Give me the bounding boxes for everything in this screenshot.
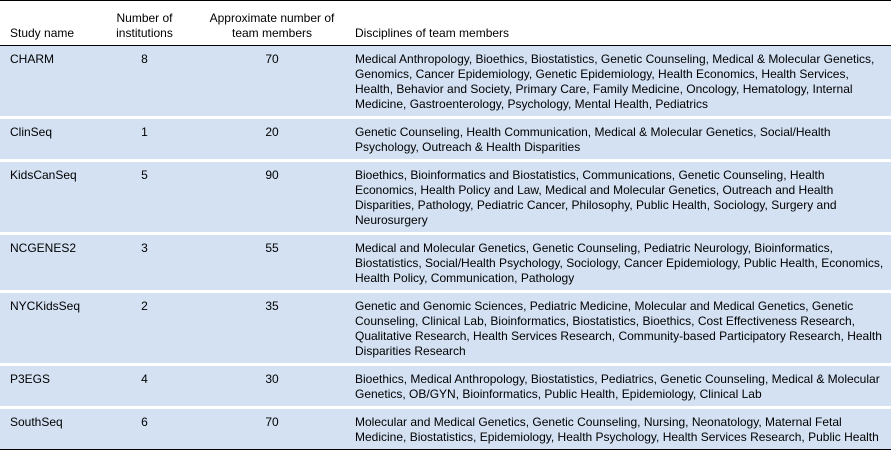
- table-row: [0, 292, 891, 365]
- header-study-name: Study name: [0, 1, 90, 46]
- cell-study-name: SouthSeq: [0, 408, 90, 450]
- cell-team-members: 35: [195, 292, 345, 365]
- cell-institutions: 6: [90, 408, 195, 450]
- table-row: [0, 408, 891, 450]
- cell-disciplines: Bioethics, Medical Anthropology, Biostatistics, Pediatrics, Genetic Counseling, Medical & Molecular Genetics, OB/GYN, Bioinformatics, Public Health, Epidemiology, Clinical Lab: [345, 365, 891, 408]
- table-row: [0, 234, 891, 292]
- cell-team-members: 55: [195, 234, 345, 292]
- cell-disciplines: Medical and Molecular Genetics, Genetic Counseling, Pediatric Neurology, Bioinformatics, Biostatistics, Social/Health Psychology, Sociology, Cancer Epidemiology, Public Health, Economics, Health Policy, Communication, Pathology: [345, 234, 891, 292]
- header-institutions: Number of institutions: [90, 1, 195, 46]
- cell-study-name: KidsCanSeq: [0, 161, 90, 234]
- cell-team-members: 70: [195, 46, 345, 118]
- table-body: [0, 46, 891, 450]
- cell-team-members: 30: [195, 365, 345, 408]
- cell-disciplines: Molecular and Medical Genetics, Genetic Counseling, Nursing, Neonatology, Maternal Fetal Medicine, Biostatistics, Epidemiology, Health Psychology, Health Services Research, Public Health: [345, 408, 891, 450]
- cell-study-name: ClinSeq: [0, 118, 90, 161]
- cell-study-name: CHARM: [0, 46, 90, 118]
- cell-team-members: 90: [195, 161, 345, 234]
- cell-institutions: 3: [90, 234, 195, 292]
- table-row: [0, 46, 891, 118]
- table-header: [0, 1, 891, 46]
- cell-team-members: 20: [195, 118, 345, 161]
- cell-disciplines: Genetic and Genomic Sciences, Pediatric Medicine, Molecular and Medical Genetics, Genetic Counseling, Clinical Lab, Bioinformatics, Biostatistics, Bioethics, Cost Effectiveness Research, Qualitative Research, Health Services Research, Community-based Participatory Research, Health Disparities Research: [345, 292, 891, 365]
- cell-institutions: 2: [90, 292, 195, 365]
- cell-institutions: 1: [90, 118, 195, 161]
- table-row: [0, 118, 891, 161]
- table-row: [0, 365, 891, 408]
- cell-study-name: P3EGS: [0, 365, 90, 408]
- cell-disciplines: Genetic Counseling, Health Communication, Medical & Molecular Genetics, Social/Health Psychology, Outreach & Health Disparities: [345, 118, 891, 161]
- cell-institutions: 8: [90, 46, 195, 118]
- cell-institutions: 5: [90, 161, 195, 234]
- table-row: [0, 161, 891, 234]
- cell-team-members: 70: [195, 408, 345, 450]
- cell-disciplines: Medical Anthropology, Bioethics, Biostatistics, Genetic Counseling, Medical & Molecular Genetics, Genomics, Cancer Epidemiology, Genetic Epidemiology, Health Economics, Health Services, Health, Behavior and Society, Primary Care, Family Medicine, Oncology, Hematology, Internal Medicine, Gastroenterology, Psychology, Mental Health, Pediatrics: [345, 46, 891, 118]
- cell-study-name: NYCKidsSeq: [0, 292, 90, 365]
- cell-institutions: 4: [90, 365, 195, 408]
- header-disciplines: Disciplines of team members: [345, 1, 891, 46]
- cell-study-name: NCGENES2: [0, 234, 90, 292]
- cell-disciplines: Bioethics, Bioinformatics and Biostatistics, Communications, Genetic Counseling, Health Economics, Health Policy and Law, Medical and Molecular Genetics, Outreach and Health Disparities, Pathology, Pediatric Cancer, Philosophy, Public Health, Sociology, Surgery and Neurosurgery: [345, 161, 891, 234]
- header-team-members: Approximate number of team members: [195, 1, 345, 46]
